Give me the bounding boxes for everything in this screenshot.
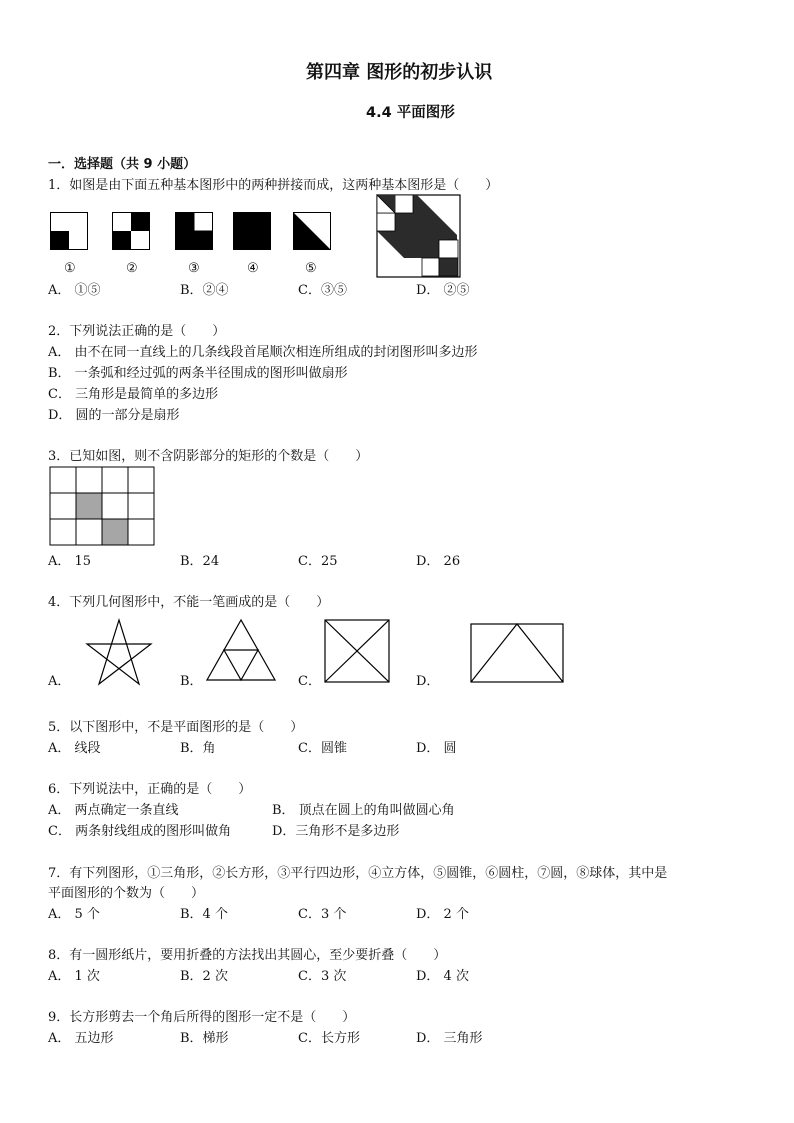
- q5-option-b[interactable]: B．角: [180, 741, 216, 756]
- q1-shape-3: [176, 213, 213, 250]
- q1-composite-figure: [376, 194, 462, 278]
- q7-option-d[interactable]: D． 2 个: [416, 907, 469, 922]
- q8-option-d[interactable]: D． 4 次: [416, 969, 469, 984]
- q8-option-a[interactable]: A． 1 次: [48, 969, 100, 984]
- chapter-title: 第四章 图形的初步认识: [306, 62, 493, 83]
- q1-option-d[interactable]: D． ②⑤: [416, 283, 470, 298]
- q2-option-d[interactable]: D． 圆的一部分是扇形: [48, 408, 180, 423]
- q6-option-d[interactable]: D．三角形不是多边形: [272, 824, 400, 839]
- q1-option-a[interactable]: A． ①⑤: [48, 283, 101, 298]
- q1-shape-label-1: ①: [64, 261, 76, 276]
- q7-option-b[interactable]: B．4 个: [180, 907, 228, 922]
- section-heading: 一．选择题（共 9 小题）: [48, 157, 197, 172]
- question-6-stem: 6．下列说法中，正确的是（ ）: [48, 782, 252, 797]
- q3-option-c[interactable]: C．25: [298, 554, 338, 569]
- q2-option-b[interactable]: B． 一条弧和经过弧的两条半径围成的图形叫做扇形: [48, 366, 348, 381]
- q7-option-c[interactable]: C．3 个: [298, 907, 347, 922]
- q3-grid-figure: [49, 466, 157, 546]
- q6-option-a[interactable]: A． 两点确定一条直线: [48, 803, 179, 818]
- question-3-stem: 3．已知如图，则不含阴影部分的矩形的个数是（ ）: [48, 449, 369, 464]
- q4-square-cross-figure: [323, 618, 391, 684]
- q4-option-a[interactable]: A．: [48, 674, 71, 689]
- q4-option-b[interactable]: B．: [180, 674, 203, 689]
- q4-star-figure: [84, 618, 154, 686]
- q1-option-b[interactable]: B．②④: [180, 283, 229, 298]
- q1-shape-1: [51, 213, 88, 250]
- q3-option-a[interactable]: A． 15: [48, 554, 92, 569]
- question-9-stem: 9．长方形剪去一个角后所得的图形一定不是（ ）: [48, 1010, 356, 1025]
- q1-shape-2: [113, 213, 150, 250]
- q3-option-d[interactable]: D． 26: [416, 554, 461, 569]
- q9-option-a[interactable]: A． 五边形: [48, 1031, 114, 1046]
- q9-option-d[interactable]: D． 三角形: [416, 1031, 483, 1046]
- q2-option-c[interactable]: C． 三角形是最简单的多边形: [48, 387, 219, 402]
- question-7-stem: 7．有下列图形，①三角形，②长方形，③平行四边形，④立方体，⑤圆锥，⑥圆柱，⑦圆，⑧球体，其中是: [48, 866, 668, 881]
- q1-shape-label-5: ⑤: [305, 261, 317, 276]
- q5-option-d[interactable]: D． 圆: [416, 741, 457, 756]
- q1-shape-4: [234, 213, 271, 250]
- q8-option-c[interactable]: C．3 次: [298, 969, 347, 984]
- question-1-stem: 1．如图是由下面五种基本图形中的两种拼接而成，这两种基本图形是（ ）: [48, 178, 499, 193]
- q5-option-a[interactable]: A． 线段: [48, 741, 101, 756]
- q8-option-b[interactable]: B．2 次: [180, 969, 228, 984]
- q9-option-b[interactable]: B．梯形: [180, 1031, 229, 1046]
- q9-option-c[interactable]: C．长方形: [298, 1031, 360, 1046]
- q4-option-c[interactable]: C．: [298, 674, 321, 689]
- section-title: 4.4 平面图形: [366, 105, 455, 121]
- q1-shape-5: [294, 213, 331, 250]
- q6-option-b[interactable]: B． 顶点在圆上的角叫做圆心角: [272, 803, 455, 818]
- q1-shape-label-4: ④: [247, 261, 259, 276]
- question-8-stem: 8．有一圆形纸片，要用折叠的方法找出其圆心，至少要折叠（ ）: [48, 948, 447, 963]
- q4-rectangle-triangle-figure: [469, 622, 565, 684]
- q3-option-b[interactable]: B．24: [180, 554, 220, 569]
- q1-shape-label-3: ③: [188, 261, 200, 276]
- q1-shape-label-2: ②: [126, 261, 138, 276]
- q5-option-c[interactable]: C．圆锥: [298, 741, 347, 756]
- q4-triangle-figure: [205, 618, 277, 682]
- question-7-stem-line2: 平面图形的个数为（ ）: [48, 886, 205, 901]
- q2-option-a[interactable]: A． 由不在同一直线上的几条线段首尾顺次相连所组成的封闭图形叫多边形: [48, 345, 478, 360]
- question-2-stem: 2．下列说法正确的是（ ）: [48, 324, 226, 339]
- q1-option-c[interactable]: C．③⑤: [298, 283, 347, 298]
- question-5-stem: 5．以下图形中，不是平面图形的是（ ）: [48, 720, 304, 735]
- q4-option-d[interactable]: D．: [416, 674, 440, 689]
- q6-option-c[interactable]: C． 两条射线组成的图形叫做角: [48, 824, 232, 839]
- q7-option-a[interactable]: A． 5 个: [48, 907, 100, 922]
- question-4-stem: 4．下列几何图形中，不能一笔画成的是（ ）: [48, 595, 330, 610]
